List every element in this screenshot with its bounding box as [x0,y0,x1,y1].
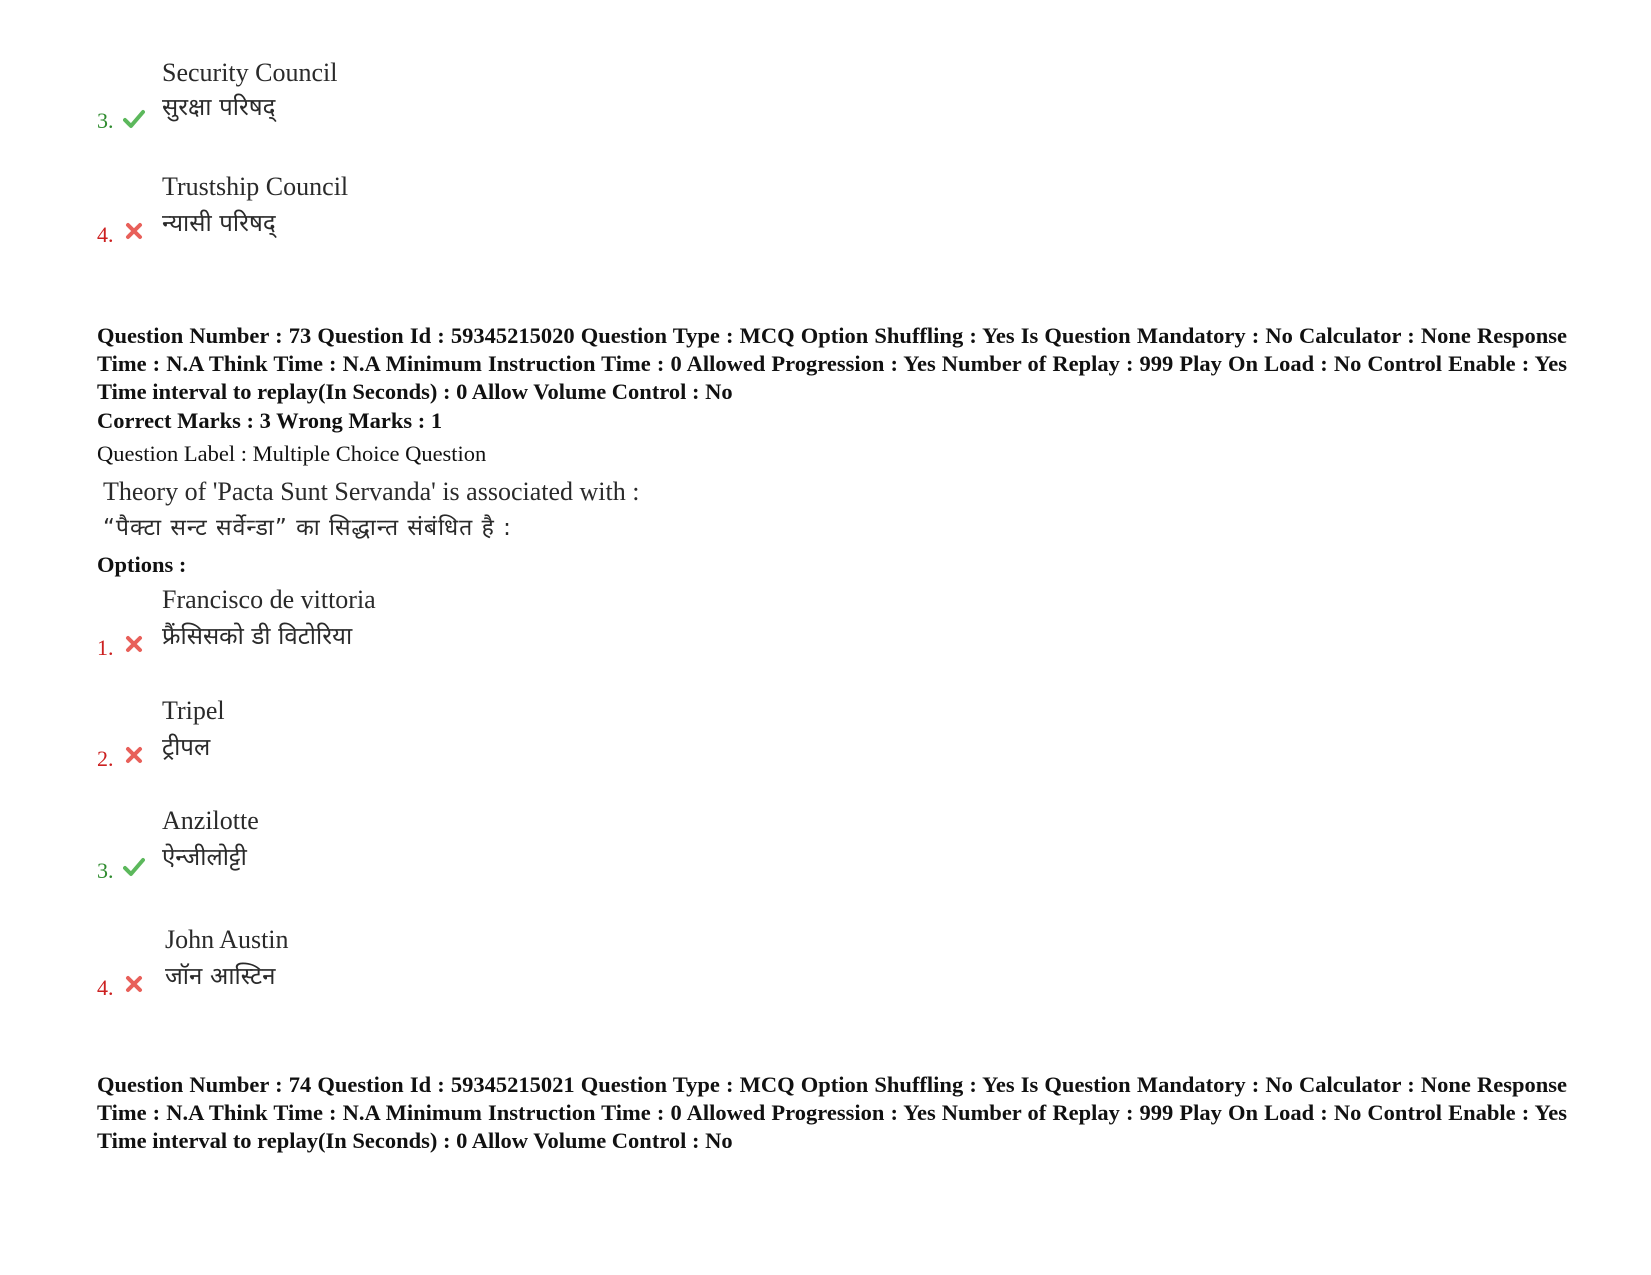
option-text-hi: ऐन्जीलोट्टी [162,843,247,871]
question-text-hi: “पैक्टा सन्ट सर्वेन्डा” का सिद्धान्त संबंधित है : [103,515,512,541]
option-text-en: Tripel [162,696,225,725]
option-text-hi: न्यासी परिषद् [162,209,276,237]
option-1 [97,585,797,685]
question-meta: Question Number : 73 Question Id : 59345215020 Question Type : MCQ Option Shuffling : Yes Is Question Mandatory : No Calculator : None Response Time : N.A Think Time : N.A Minimum Instruction Time : 0 Allowed Progression : Yes Number of Replay : 999 Play On Load : No Control Enable : Yes Time interval to replay(In Seconds) : 0 Allow Volume Control : No [97,323,1567,404]
option-text-hi: सुरक्षा परिषद् [162,93,276,121]
cross-icon [123,633,145,655]
option-2 [97,696,797,796]
option-number: 3. [97,858,114,883]
option-text-hi: ट्रीपल [162,733,211,761]
option-text-en: Anzilotte [162,806,259,835]
option-text-hi: फ्रैंसिसको डी विटोरिया [162,622,353,650]
option-text-en: John Austin [165,925,289,954]
question-marks: Correct Marks : 3 Wrong Marks : 1 [97,408,443,433]
option-number: 4. [97,222,114,247]
option-number: 4. [97,975,114,1000]
option-number: 2. [97,746,114,771]
prev-option-3 [97,58,797,158]
question-label: Question Label : Multiple Choice Question [97,441,487,466]
option-4 [97,925,797,1025]
cross-icon [123,220,145,242]
question-text-en: Theory of 'Pacta Sunt Servanda' is associated with : [103,477,640,506]
cross-icon [123,973,145,995]
option-3 [97,806,797,906]
option-text-en: Security Council [162,58,338,87]
option-number: 1. [97,635,114,660]
option-text-hi: जॉन आस्टिन [165,962,276,990]
prev-option-4 [97,172,797,272]
question-meta: Question Number : 74 Question Id : 59345215021 Question Type : MCQ Option Shuffling : Yes Is Question Mandatory : No Calculator : None Response Time : N.A Think Time : N.A Minimum Instruction Time : 0 Allowed Progression : Yes Number of Replay : 999 Play On Load : No Control Enable : Yes Time interval to replay(In Seconds) : 0 Allow Volume Control : No [97,1072,1567,1153]
option-text-en: Francisco de vittoria [162,585,376,614]
options-heading: Options : [97,552,187,577]
check-icon [123,856,145,878]
option-number: 3. [97,108,114,133]
option-text-en: Trustship Council [162,172,349,201]
check-icon [123,108,145,130]
cross-icon [123,744,145,766]
